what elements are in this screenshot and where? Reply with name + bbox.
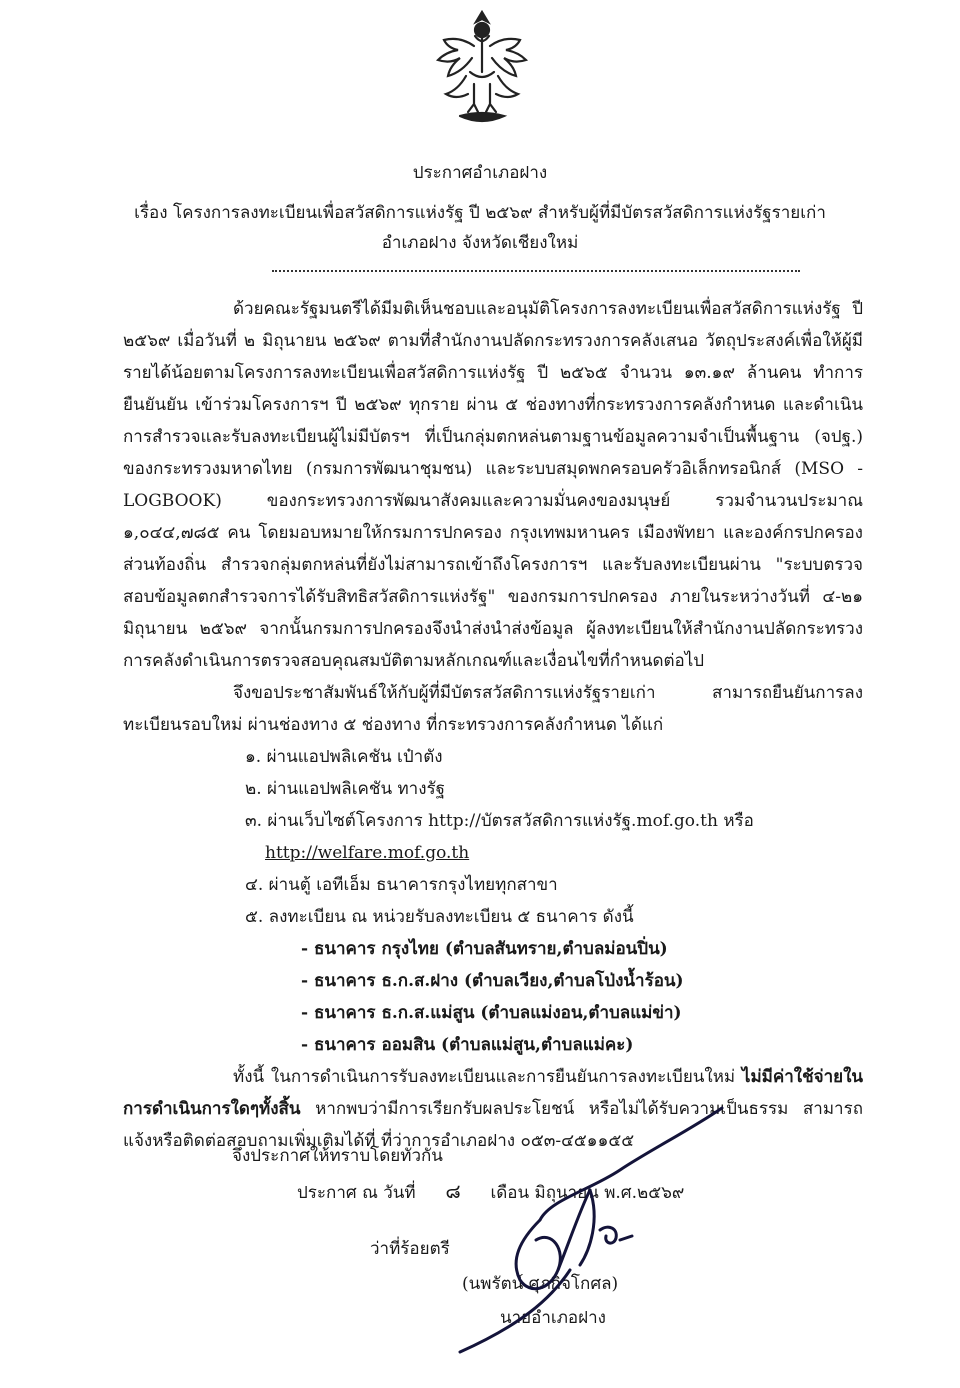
garuda-emblem-icon	[430, 6, 534, 128]
channel-item: ๕. ลงทะเบียน ณ หน่วยรับลงทะเบียน ๕ ธนาคาร ดังนี้	[245, 907, 634, 927]
channel-list	[123, 741, 863, 1061]
doc-location: อำเภอฝาง จังหวัดเชียงใหม่	[381, 233, 579, 253]
signer-name: (นพรัตน์ ศุภกิจโกศล)	[462, 1274, 619, 1294]
paragraph-channels-intro: จึงขอประชาสัมพันธ์ให้กับผู้ที่มีบัตรสวัสดิการแห่งรัฐรายเก่า สามารถยืนยันการลงทะเบียนรอบใหม่ ผ่านช่องทาง ๕ ช่องทาง ที่กระทรวงการคลังกำหนด ได้แก่	[123, 683, 863, 735]
welfare-website-link[interactable]: http://welfare.mof.go.th	[265, 843, 470, 863]
announce-date	[297, 1175, 684, 1209]
no-fee-lead: ทั้งนี้ ในการดำเนินการรับลงทะเบียนและการยืนยันการลงทะเบียนใหม่	[233, 1067, 736, 1087]
dotted-divider	[272, 270, 800, 272]
bank-item: - ธนาคาร ออมสิน (ตำบลแม่สูน,ตำบลแม่คะ)	[301, 1035, 634, 1055]
channel-item: ๑. ผ่านแอปพลิเคชัน เป๋าตัง	[245, 747, 443, 767]
doc-subject: เรื่อง โครงการลงทะเบียนเพื่อสวัสดิการแห่งรัฐ ปี ๒๕๖๙ สำหรับผู้ที่มีบัตรสวัสดิการแห่งรัฐรายเก่า	[134, 203, 826, 223]
no-fee-notice: ไม่มีค่าใช้จ่ายในการดำเนินการใดๆทั้งสิ้น	[123, 1067, 863, 1119]
bank-item: - ธนาคาร ธ.ก.ส.แม่สูน (ตำบลแม่งอน,ตำบลแม่ข่า)	[301, 1003, 682, 1023]
channel-item: ๓. ผ่านเว็บไซต์โครงการ http://บัตรสวัสดิการแห่งรัฐ.mof.go.th หรือ	[245, 811, 754, 831]
signer-title: นายอำเภอฝาง	[500, 1308, 606, 1328]
bank-item: - ธนาคาร กรุงไทย (ตำบลสันทราย,ตำบลม่อนปิ่น)	[301, 939, 668, 959]
announcement-body	[123, 293, 863, 1157]
announce-line: จึงประกาศให้ทราบโดยทั่วกัน	[232, 1146, 443, 1166]
channel-item: ๒. ผ่านแอปพลิเคชัน ทางรัฐ	[245, 779, 446, 799]
channel-item: ๔. ผ่านตู้ เอทีเอ็ม ธนาคารกรุงไทยทุกสาขา	[245, 875, 558, 895]
contact-info: หากพบว่ามีการเรียกรับผลประโยชน์ หรือไม่ได้รับความเป็นธรรม สามารถแจ้งหรือติดต่อสอบถามเพิ่มเติมได้ที่ ที่ว่าการอำเภอฝาง ๐๕๓-๔๕๑๑๕๕	[123, 1099, 863, 1151]
paragraph-background: ด้วยคณะรัฐมนตรีได้มีมติเห็นชอบและอนุมัติโครงการลงทะเบียนเพื่อสวัสดิการแห่งรัฐ ปี ๒๕๖๙ เมื่อวันที่ ๒ มิถุนายน ๒๕๖๙ ตามที่สำนักงานปลัดกระทรวงการคลังเสนอ วัตถุประสงค์เพื่อให้ผู้มีรายได้น้อยตามโครงการลงทะเบียนเพื่อสวัสดิการแห่งรัฐ ปี ๒๕๖๕ จำนวน ๑๓.๑๙ ล้านคน ทำการยืนยันยัน เข้าร่วมโครงการฯ ปี ๒๕๖๙ ทุกราย ผ่าน ๕ ช่องทางที่กระทรวงการคลังกำหนด และดำเนินการสำรวจและรับลงทะเบียนผู้ไม่มีบัตรฯ ที่เป็นกลุ่มตกหล่นตามฐานข้อมูลความจำเป็นพื้นฐาน (จปฐ.) ของกระทรวงมหาดไทย (กรมการพัฒนาชุมชน) และระบบสมุดพกครอบครัวอิเล็กทรอนิกส์ (MSO - LOGBOOK) ของกระทรวงการพัฒนาสังคมและความมั่นคงของมนุษย์ รวมจำนวนประมาณ ๑,๐๔๔,๗๘๕ คน โดยมอบหมายให้กรมการปกครอง กรุงเทพมหานคร เมืองพัทยา และองค์กรปกครองส่วนท้องถิ่น สำรวจกลุ่มตกหล่นที่ยังไม่สามารถเข้าถึงโครงการฯ และรับลงทะเบียนผ่าน "ระบบตรวจสอบข้อมูลตกสำรวจการได้รับสิทธิสวัสดิการแห่งรัฐ" ของกรมการปกครอง ภายในระหว่างวันที่ ๔-๒๑ มิถุนายน ๒๕๖๙ จากนั้นกรมการปกครองจึงนำส่งนำส่งข้อมูล ผู้ลงทะเบียนให้สำนักงานปลัดกระทรวงการคลังดำเนินการตรวจสอบคุณสมบัติตามหลักเกณฑ์และเงื่อนไขที่กำหนดต่อไป	[123, 299, 863, 671]
date-day: ๘	[445, 1179, 461, 1203]
bank-item: - ธนาคาร ธ.ก.ส.ฝาง (ตำบลเวียง,ตำบลโป่งน้ำร้อน)	[301, 971, 684, 991]
signer-rank: ว่าที่ร้อยตรี	[370, 1239, 450, 1259]
date-month-year: เดือน มิถุนายน พ.ศ.๒๕๖๙	[490, 1183, 685, 1203]
date-prefix: ประกาศ ณ วันที่	[297, 1183, 416, 1203]
doc-title: ประกาศอำเภอฝาง	[412, 163, 548, 183]
